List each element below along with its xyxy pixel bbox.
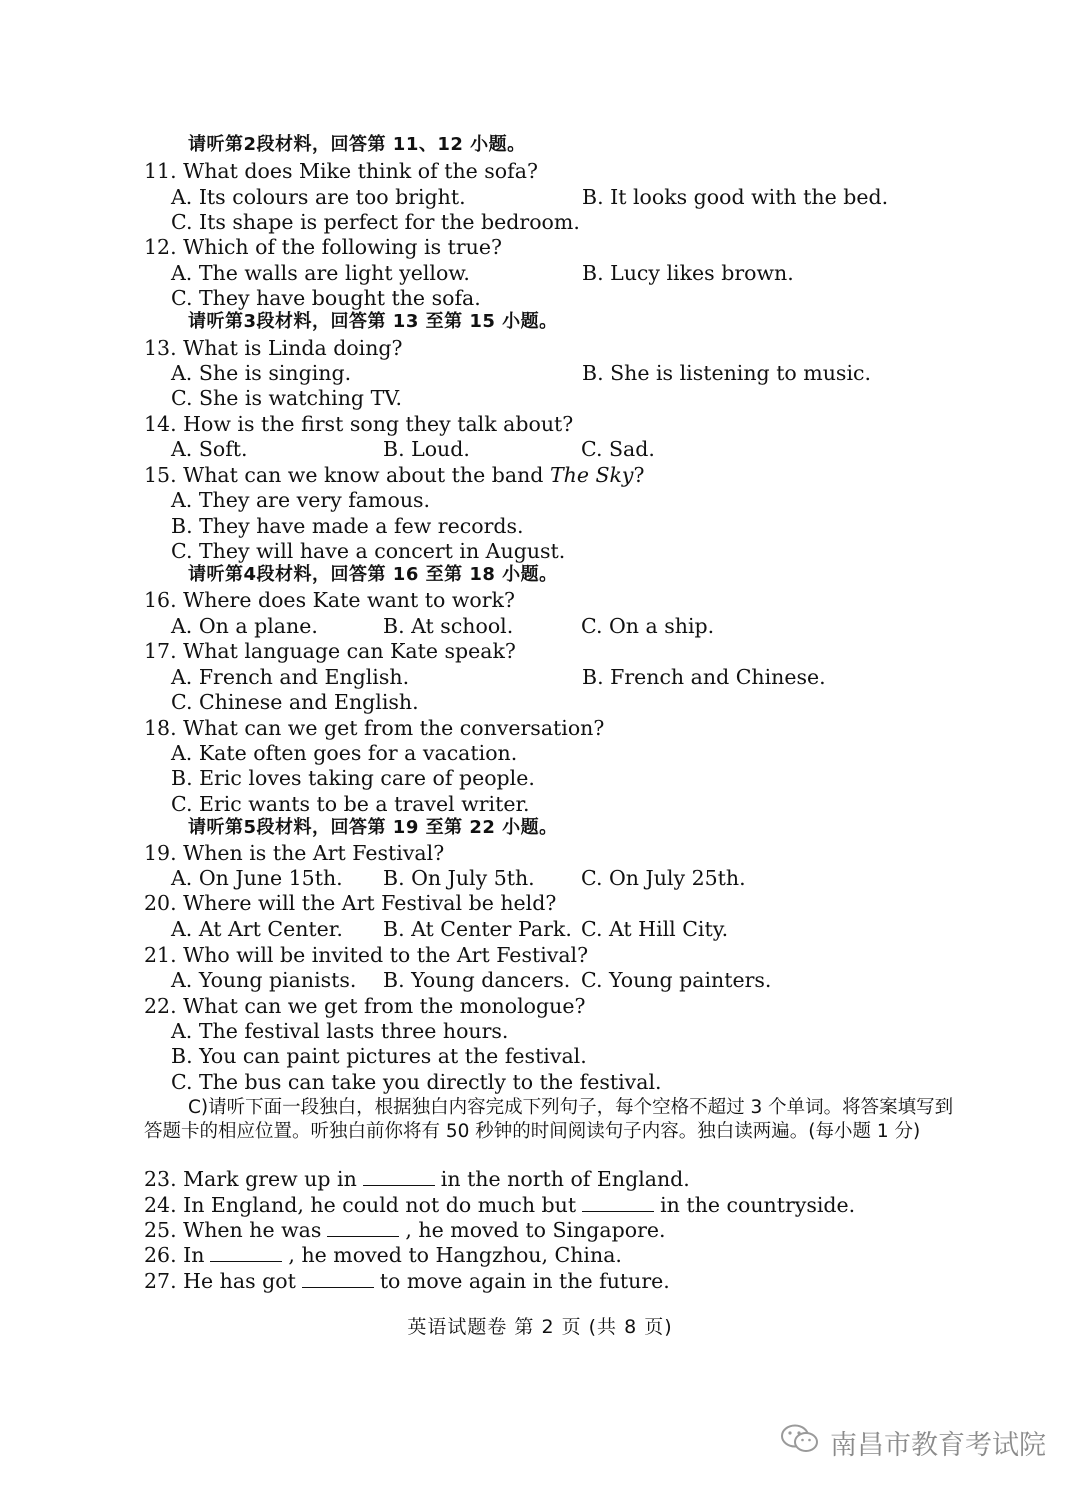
option-b: B. Eric loves taking care of people. bbox=[171, 766, 535, 790]
option-b: B. At school. bbox=[383, 614, 514, 638]
option-b: B. On July 5th. bbox=[383, 866, 535, 890]
question-20 bbox=[0, 890, 1080, 916]
question-stem bbox=[144, 462, 645, 488]
question-stem: 25. When he was bbox=[144, 1218, 322, 1242]
option-c: C. At Hill City. bbox=[581, 917, 729, 941]
section-header: 请听第3段材料，回答第 13 至第 15 小题。 bbox=[188, 311, 558, 332]
answer-blank bbox=[327, 1218, 399, 1237]
question-12 bbox=[0, 234, 1080, 260]
stem-end: ? bbox=[633, 463, 645, 487]
question-stem: 19. When is the Art Festival? bbox=[144, 841, 445, 865]
option-b: B. They have made a few records. bbox=[171, 514, 524, 538]
question-stem: 20. Where will the Art Festival be held? bbox=[144, 891, 557, 915]
option-c: C. On July 25th. bbox=[581, 866, 746, 890]
option-c: C. They will have a concert in August. bbox=[171, 539, 566, 563]
question-17 bbox=[0, 638, 1080, 664]
option-b: B. Loud. bbox=[383, 437, 470, 461]
question-stem-end: , he moved to Hangzhou, China. bbox=[288, 1243, 622, 1267]
answer-blank bbox=[363, 1167, 435, 1186]
option-a: A. At Art Center. bbox=[171, 917, 343, 941]
page-footer: 英语试题卷 第 2 页 (共 8 页) bbox=[407, 1316, 673, 1338]
question-27 bbox=[0, 1268, 1080, 1294]
option-b: B. You can paint pictures at the festival. bbox=[171, 1044, 587, 1068]
section-header: 请听第4段材料，回答第 16 至第 18 小题。 bbox=[188, 564, 558, 585]
option-b: B. She is listening to music. bbox=[582, 361, 872, 385]
option-a: A. The festival lasts three hours. bbox=[171, 1019, 509, 1043]
section-header: 请听第5段材料，回答第 19 至第 22 小题。 bbox=[188, 817, 558, 838]
part-c-text: C)请听下面一段独白，根据独白内容完成下列句子，每个空格不超过 3 个单词。将答案填写到答题卡的相应位置。听独白前你将有 50 秒钟的时间阅读句子内容。独白读两遍。(每小题 1 分) bbox=[144, 1097, 954, 1142]
answer-blank bbox=[302, 1269, 374, 1288]
question-stem: 22. What can we get from the monologue? bbox=[144, 994, 586, 1018]
watermark-text: 南昌市教育考试院 bbox=[830, 1429, 1046, 1461]
option-a: A. She is singing. bbox=[171, 361, 352, 385]
option-c: C. They have bought the sofa. bbox=[171, 286, 481, 310]
option-a: A. French and English. bbox=[171, 665, 410, 689]
question-stem: 16. Where does Kate want to work? bbox=[144, 588, 515, 612]
option-b: B. Lucy likes brown. bbox=[582, 261, 794, 285]
option-c: C. Its shape is perfect for the bedroom. bbox=[171, 210, 580, 234]
option-b: B. It looks good with the bed. bbox=[582, 185, 889, 209]
question-stem: 21. Who will be invited to the Art Festival? bbox=[144, 943, 589, 967]
option-c: C. On a ship. bbox=[581, 614, 715, 638]
answer-blank bbox=[210, 1243, 282, 1262]
question-stem: 13. What is Linda doing? bbox=[144, 336, 403, 360]
option-b: B. French and Chinese. bbox=[582, 665, 826, 689]
question-stem: 14. How is the first song they talk about? bbox=[144, 412, 574, 436]
option-c: C. She is watching TV. bbox=[171, 386, 402, 410]
question-stem-end: in the north of England. bbox=[440, 1167, 690, 1191]
question-23 bbox=[0, 1166, 1080, 1192]
option-b: B. At Center Park. bbox=[383, 917, 572, 941]
option-a: A. Young pianists. bbox=[171, 968, 357, 992]
question-11 bbox=[0, 158, 1080, 184]
option-c: C. The bus can take you directly to the festival. bbox=[171, 1070, 662, 1094]
question-stem: 24. In England, he could not do much but bbox=[144, 1193, 577, 1217]
question-stem-end: to move again in the future. bbox=[379, 1269, 670, 1293]
option-a: A. Its colours are too bright. bbox=[171, 185, 466, 209]
question-21 bbox=[0, 942, 1080, 968]
question-16 bbox=[0, 587, 1080, 613]
question-14 bbox=[0, 411, 1080, 437]
option-a: A. Soft. bbox=[171, 437, 248, 461]
option-c: C. Chinese and English. bbox=[171, 690, 419, 714]
question-stem: 26. In bbox=[144, 1243, 205, 1267]
question-22 bbox=[0, 993, 1080, 1019]
question-stem: 17. What language can Kate speak? bbox=[144, 639, 516, 663]
wechat-icon bbox=[780, 1423, 830, 1462]
question-13 bbox=[0, 335, 1080, 361]
question-stem: 18. What can we get from the conversation? bbox=[144, 716, 605, 740]
question-26 bbox=[0, 1242, 1080, 1268]
band-name: The Sky bbox=[549, 463, 634, 487]
question-15 bbox=[0, 462, 1080, 488]
question-stem: 12. Which of the following is true? bbox=[144, 235, 502, 259]
question-stem-end: , he moved to Singapore. bbox=[405, 1218, 666, 1242]
question-19 bbox=[0, 840, 1080, 866]
option-c: C. Sad. bbox=[581, 437, 655, 461]
option-a: A. The walls are light yellow. bbox=[171, 261, 470, 285]
question-25 bbox=[0, 1217, 1080, 1243]
question-18 bbox=[0, 715, 1080, 741]
option-c: C. Young painters. bbox=[581, 968, 772, 992]
watermark bbox=[780, 1424, 1046, 1460]
option-c: C. Eric wants to be a travel writer. bbox=[171, 792, 530, 816]
question-stem: 11. What does Mike think of the sofa? bbox=[144, 159, 538, 183]
question-stem-end: in the countryside. bbox=[660, 1193, 856, 1217]
option-a: A. They are very famous. bbox=[171, 488, 431, 512]
stem-text: 15. What can we know about the band bbox=[144, 463, 550, 487]
option-a: A. On June 15th. bbox=[171, 866, 343, 890]
question-24 bbox=[0, 1192, 1080, 1218]
option-a: A. On a plane. bbox=[171, 614, 318, 638]
section-header: 请听第2段材料，回答第 11、12 小题。 bbox=[188, 134, 526, 155]
part-c-instructions bbox=[144, 1096, 956, 1144]
option-b: B. Young dancers. bbox=[383, 968, 571, 992]
question-stem: 23. Mark grew up in bbox=[144, 1167, 357, 1191]
answer-blank bbox=[582, 1193, 654, 1212]
question-stem: 27. He has got bbox=[144, 1269, 296, 1293]
option-a: A. Kate often goes for a vacation. bbox=[171, 741, 518, 765]
